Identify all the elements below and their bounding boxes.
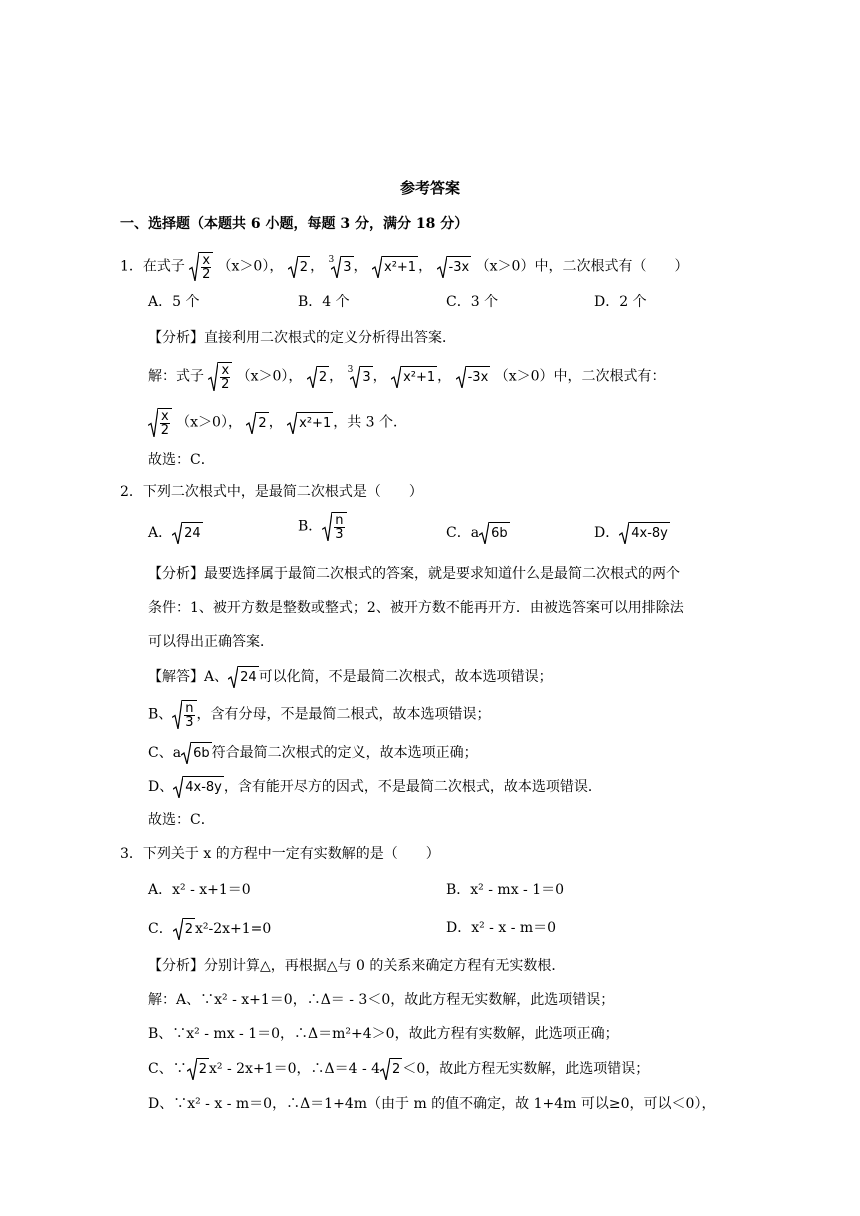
q1-option-c: C．3 个 [446, 294, 499, 310]
sqrt-x-over-2: $\frac{x}{2}$ [189, 252, 213, 281]
q2-option-a: A． 24 [148, 522, 203, 544]
page-title: 参考答案 [399, 179, 460, 197]
q1-stem: 1．在式子 $\frac{x}{2}$ （x＞0）， 2 ， $^3$ 3 ， x²+1 ， -3x （x＞0）中，二次根式有（ ） [120, 253, 689, 282]
sqrt-2: 2 [288, 256, 310, 278]
cbrt-3: 3 [331, 256, 353, 278]
q1-analysis: 【分析】直接利用二次根式的定义分析得出答案． [148, 330, 456, 346]
q1-stem-suffix: 中，二次根式有（ ） [534, 258, 689, 275]
q3-option-c: C． 2 x²-2x+1=0 [148, 918, 271, 940]
q3-option-b: B．x² - mx - 1＝0 [446, 882, 565, 898]
q1-option-b: B．4 个 [298, 294, 350, 310]
q1-solution-line1: 解：式子 $\frac{x}{2}$ （x＞0）， 2 ， $^3$ 3 ， x²+1 ， -3x （x＞0）中，二次根式有： [148, 363, 666, 392]
q1-option-a: A．5 个 [148, 294, 200, 310]
q3-analysis: 【分析】分别计算△，再根据△与 0 的关系来确定方程有无实数根． [148, 958, 566, 974]
q2-answer-d: D、 4x-8y ，含有能开尽方的因式，不是最简二次根式，故本选项错误． [148, 776, 602, 798]
q2-answer-a: 【解答】A、 24 可以化简，不是最简二次根式，故本选项错误； [148, 666, 553, 688]
q3-stem: 3．下列关于 x 的方程中一定有实数解的是（ ） [120, 846, 440, 862]
q2-choice: 故选：C． [148, 812, 215, 828]
q2-stem: 2．下列二次根式中，是最简二次根式是（ ） [120, 484, 423, 500]
section-heading: 一、选择题（本题共 6 小题，每题 3 分，满分 18 分） [120, 216, 469, 232]
q3-option-a: A．x² - x+1＝0 [148, 882, 251, 898]
q3-option-d: D．x² - x - m＝0 [446, 920, 557, 936]
q1-choice: 故选：C． [148, 452, 215, 468]
q2-analysis-line2: 条件：1、被开方数是整数或整式；2、被开方数不能再开方．由被选答案可以用排除法 [148, 600, 684, 616]
sqrt-neg-3x: -3x [437, 256, 472, 278]
q2-answer-c: C、a 6b 符合最简二次根式的定义，故本选项正确； [148, 742, 478, 764]
q1-option-d: D．2 个 [594, 294, 647, 310]
q2-option-c: C．a 6b [446, 522, 510, 544]
q1-stem-prefix: 1．在式子 [120, 258, 185, 275]
q2-analysis-line1: 【分析】最要选择属于最简二次根式的答案，就是要求知道什么是最简二次根式的两个 [148, 566, 680, 582]
q3-solution-a: 解：A、∵x² - x+1＝0，∴Δ＝ - 3＜0，故此方程无实数解，此选项错误； [148, 992, 615, 1008]
q3-solution-c: C、∵ 2 x² - 2x+1＝0，∴Δ＝4 - 4 2 ＜0，故此方程无实数解，此选项错误； [148, 1058, 649, 1080]
q3-solution-d: D、∵x² - x - m＝0，∴Δ＝1+4m（由于 m 的值不确定，故 1+4m 可以≥0，可以＜0）， [148, 1096, 716, 1112]
sqrt-x2-plus-1: x²+1 [372, 256, 418, 278]
q1-solution-line2: $\frac{x}{2}$ （x＞0）， 2 ， x²+1 ，共 3 个． [148, 408, 407, 437]
q3-solution-b: B、∵x² - mx - 1＝0，∴Δ＝m²+4＞0，故此方程有实数解，此选项正确； [148, 1026, 619, 1042]
q2-answer-b: B、 $\frac{n}{3}$ ，含有分母，不是最简二根式，故本选项错误； [148, 701, 491, 730]
q2-option-b: B． $\frac{n}{3}$ [298, 512, 347, 541]
q2-analysis-line3: 可以得出正确答案． [148, 634, 274, 650]
q2-option-d: D． 4x-8y [594, 522, 670, 544]
